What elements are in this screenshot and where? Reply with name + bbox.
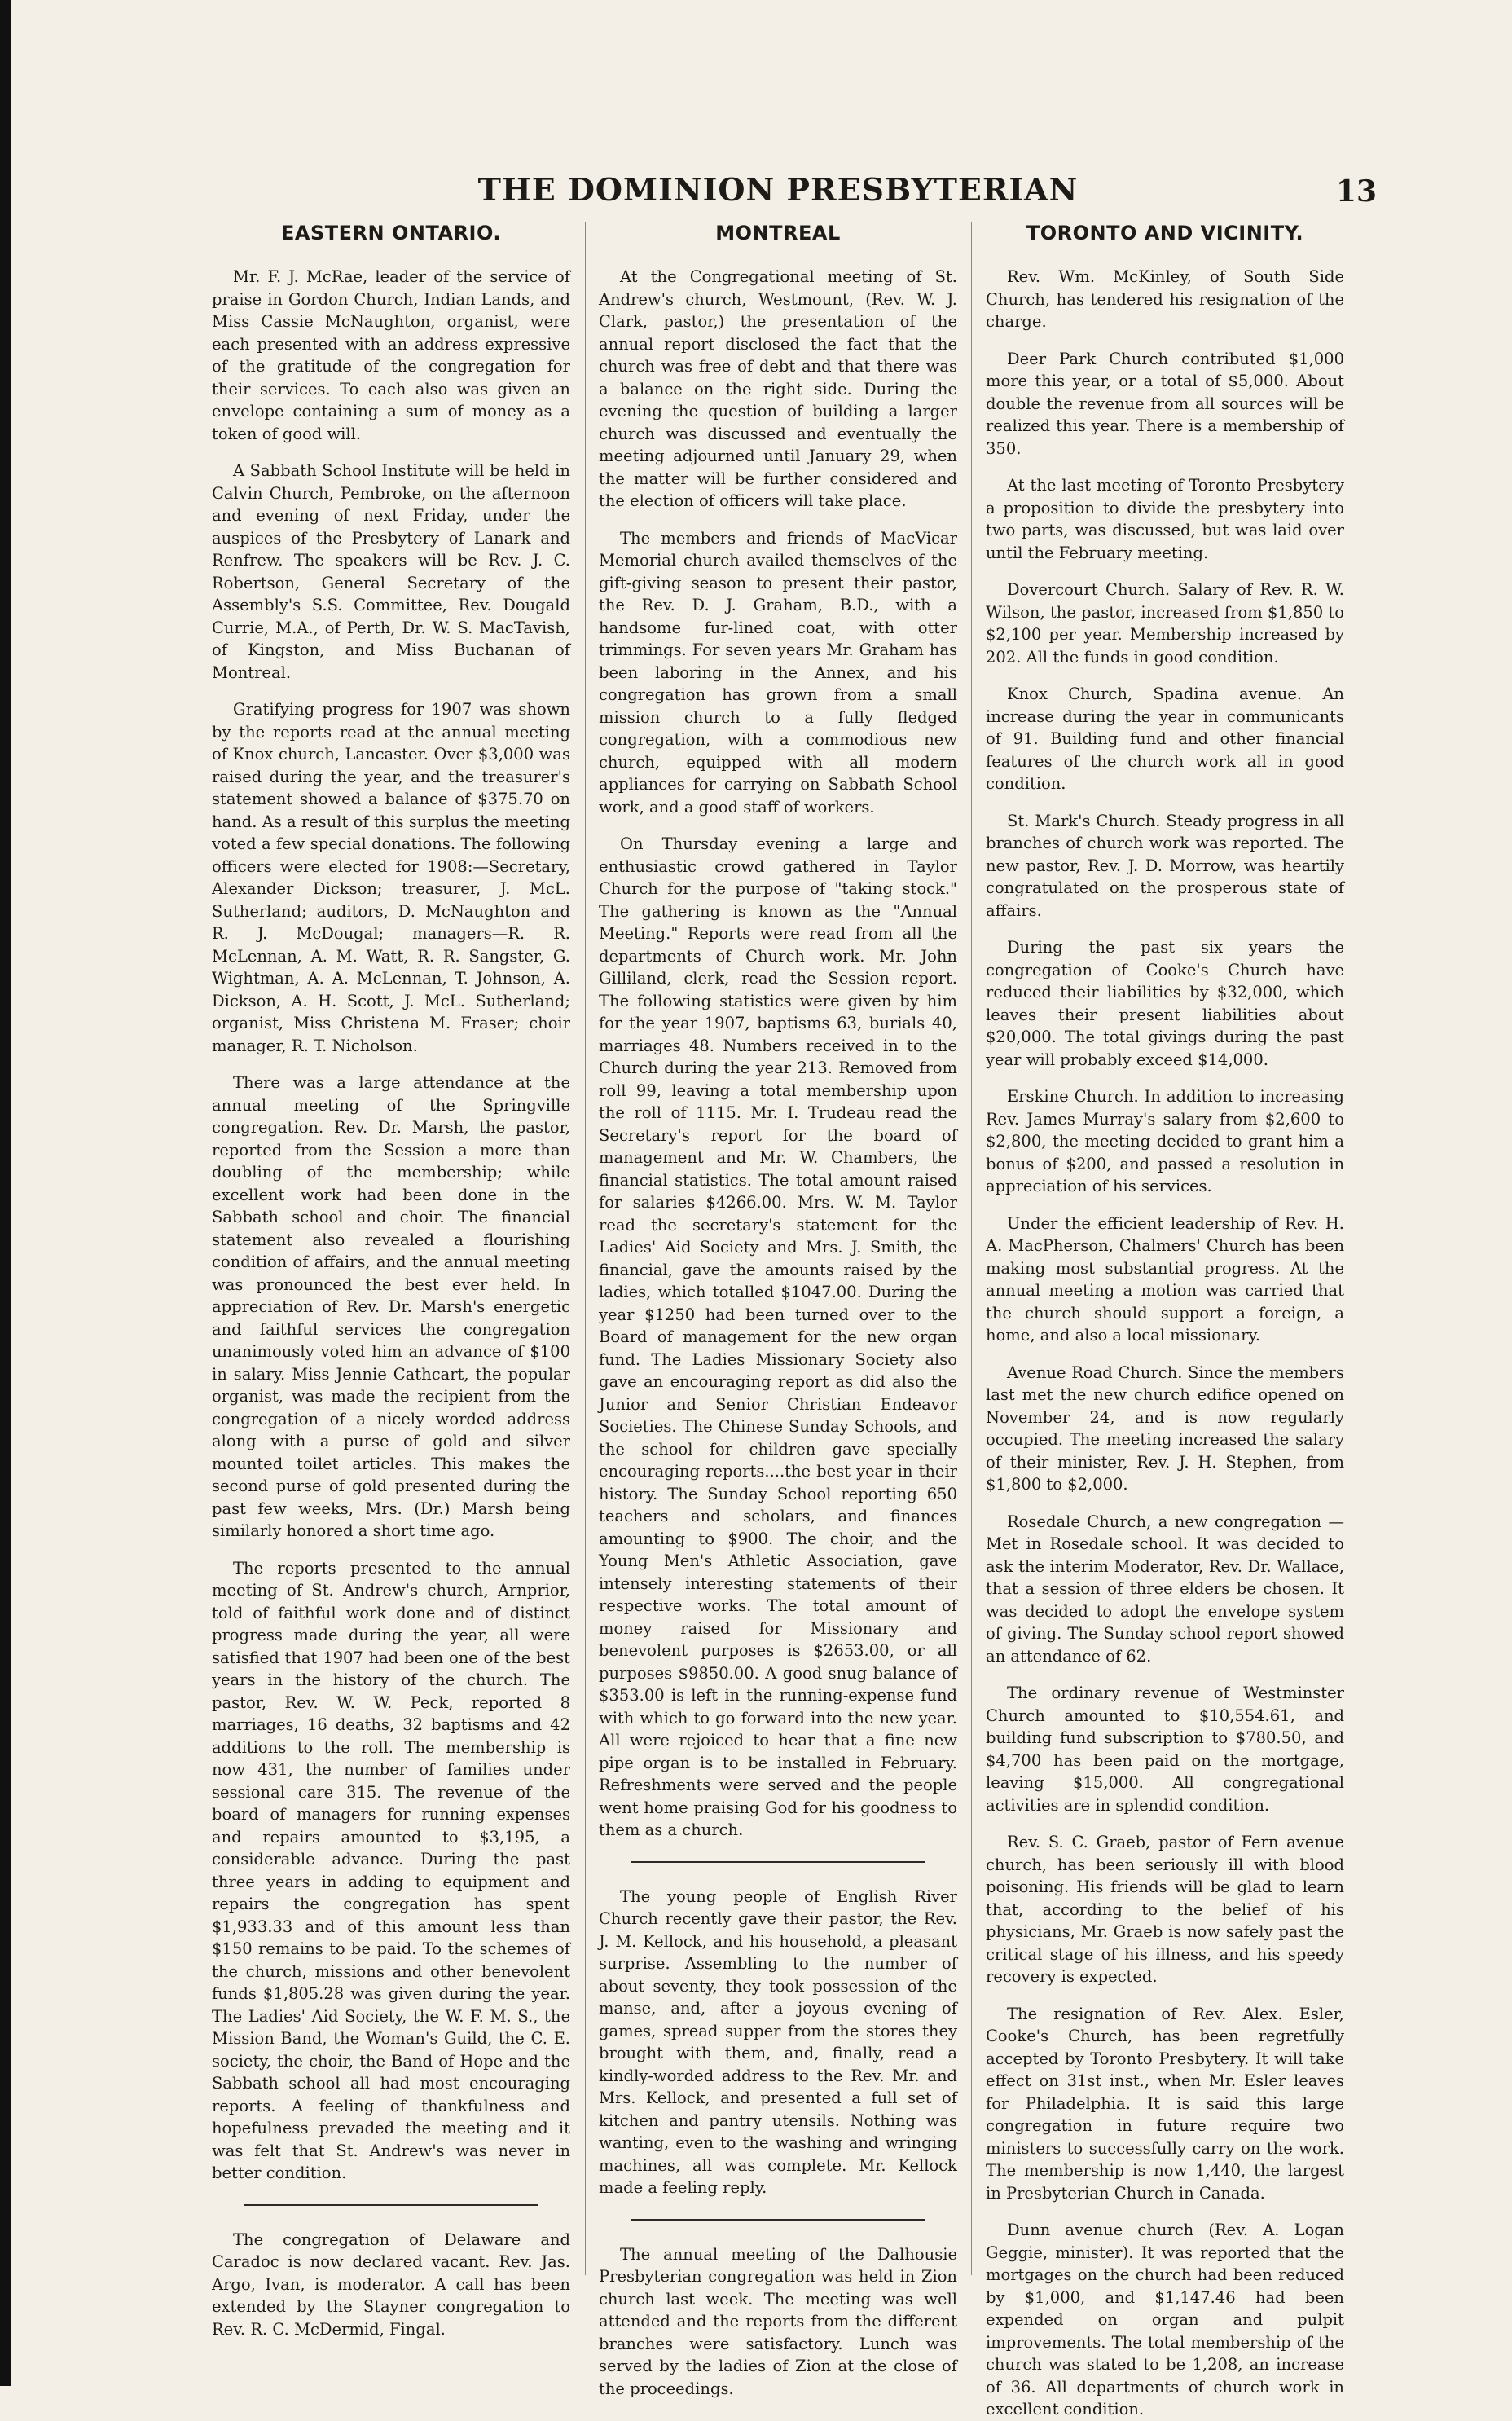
article: At the last meeting of Toronto Presbytery a proposition to divide the presbytery into two parts, was discussed, but was laid over until the February meeting. [986, 476, 1344, 562]
article: During the past six years the congregation of Cooke's Church have reduced their liabilities by $32,000, which leaves their present liabilities about $20,000. The total givings during the past year will probably exceed $14,000. [986, 938, 1344, 1069]
section-rule [631, 1861, 925, 1863]
article: Dunn avenue church (Rev. A. Logan Geggie, minister). It was reported that the mortgages on the church had been reduced by $1,000, and $1,147.46 had been expended on organ and pulpit improvements. The total membership of the church was stated to be 1,208, an increase of 36. All departments of church work in excellent condition. [986, 2221, 1344, 2419]
article: Rev. S. C. Graeb, pastor of Fern avenue church, has been seriously ill with blood poisoning. His friends will be glad to learn that, according to the belief of his physicians, Mr. Graeb is now safely past the critical stage of his illness, and his speedy recovery is expected. [986, 1833, 1344, 1986]
column-heading: EASTERN ONTARIO. [281, 222, 501, 244]
page-number: 13 [1335, 174, 1377, 209]
article: Mr. F. J. McRae, leader of the service of praise in Gordon Church, Indian Lands, and Miss Cassie McNaughton, organist, were each presented with an address expressive of the gratitude of the congregation for their services. To each also was given an envelope containing a sum of money as a token of good will. [212, 267, 570, 443]
publication-title: THE DOMINION PRESBYTERIAN [477, 171, 1079, 208]
article: The resignation of Rev. Alex. Esler, Cooke's Church, has been regretfully accepted by Toronto Presbytery. It will take effect on 31st inst., when Mr. Esler leaves for Philadelphia. It is said this large congregation in future require two ministers to successfully carry on the work. The membership is now 1,440, the largest in Presbyterian Church in Canada. [986, 2004, 1344, 2203]
article: Erskine Church. In addition to increasing Rev. James Murray's salary from $2,600 to $2,800, the meeting decided to grant him a bonus of $200, and passed a resolution in appreciation of his services. [986, 1087, 1344, 1195]
column-toronto [986, 222, 1344, 2419]
article: Deer Park Church contributed $1,000 more this year, or a total of $5,000. About double the revenue from all sources will be realized this year. There is a membership of 350. [986, 349, 1344, 458]
article: St. Mark's Church. Steady progress in all branches of church work was reported. The new pastor, Rev. J. D. Morrow, was heartily congratulated on the prosperous state of affairs. [986, 811, 1344, 920]
article: The congregation of Delaware and Caradoc is now declared vacant. Rev. Jas. Argo, Ivan, is moderator. A call has been extended by the Stayner congregation to Rev. R. C. McDermid, Fingal. [212, 2230, 570, 2339]
column-heading: MONTREAL [715, 222, 841, 244]
article: Gratifying progress for 1907 was shown by the reports read at the annual meeting of Knox church, Lancaster. Over $3,000 was raised during the year, and the treasurer's statement showed a balance of $375.70 on hand. As a result of this surplus the meeting voted a few special donations. The following officers were elected for 1908:—Secretary, Alexander Dickson; treasurer, J. McL. Sutherland; auditors, D. McNaughton and R. J. McDougal; managers—R. R. McLennan, A. M. Watt, R. R. Sangster, G. Wightman, A. A. McLennan, T. Johnson, A. Dickson, A. H. Scott, J. McL. Sutherland; organist, Miss Christena M. Fraser; choir manager, R. T. Nicholson. [212, 700, 570, 1055]
article: The reports presented to the annual meeting of St. Andrew's church, Arnprior, told of faithful work done and of distinct progress made during the year, all were satisfied that 1907 had been one of the best years in the history of the church. The pastor, Rev. W. W. Peck, reported 8 marriages, 16 deaths, 32 baptisms and 42 additions to the roll. The membership is now 431, the number of families under sessional care 315. The revenue of the board of managers for running expenses and repairs amounted to $3,195, a considerable advance. During the past three years in adding to equipment and repairs the congregation has spent $1,933.33 and of this amount less than $150 remains to be paid. To the schemes of the church, missions and other benevolent funds $1,805.28 was given during the year. The Ladies' Aid Society, the W. F. M. S., the Mission Band, the Woman's Guild, the C. E. society, the choir, the Band of Hope and the Sabbath school all had most encouraging reports. A feeling of thankfulness and hopefulness prevaded the meeting and it was felt that St. Andrew's was never in better condition. [212, 1558, 570, 2182]
article: A Sabbath School Institute will be held in Calvin Church, Pembroke, on the afternoon and evening of next Friday, under the auspices of the Presbytery of Lanark and Renfrew. The speakers will be Rev. J. C. Robertson, General Secretary of the Assembly's S.S. Committee, Rev. Dougald Currie, M.A., of Perth, Dr. W. S. MacTavish, of Kingston, and Miss Buchanan of Montreal. [212, 461, 570, 682]
article: The young people of English River Church recently gave their pastor, the Rev. J. M. Kellock, and his household, a pleasant surprise. Assembling to the number of about seventy, they took possession of the manse, and, after a joyous evening of games, spread supper from the stores they brought with them, and, finally, read a kindly-worded address to the Rev. Mr. and Mrs. Kellock, and presented a full set of kitchen and pantry utensils. Nothing was wanting, even to the washing and wringing machines, all was complete. Mr. Kellock made a feeling reply. [599, 1886, 957, 2197]
column-montreal [599, 222, 957, 2398]
column-heading: TORONTO AND VICINITY. [1026, 222, 1304, 244]
masthead [179, 163, 1377, 212]
newspaper-page [179, 163, 1377, 2419]
article: There was a large attendance at the annual meeting of the Springville congregation. Rev. Dr. Marsh, the pastor, reported from the Session a more than doubling of the membership; while excellent work had been done in the Sabbath school and choir. The financial statement also revealed a flourishing condition of affairs, and the annual meeting was pronounced the best ever held. In appreciation of Rev. Dr. Marsh's energetic and faithful services the congregation unanimously voted him an advance of $100 in salary. Miss Jennie Cathcart, the popular organist, was made the recipient from the congregation of a nicely worded address along with a purse of gold and silver mounted toilet articles. This makes the second purse of gold presented during the past few weeks, Mrs. (Dr.) Marsh being similarly honored a short time ago. [212, 1073, 570, 1540]
column-eastern-ontario [212, 222, 570, 2339]
article: Avenue Road Church. Since the members last met the new church edifice opened on November 24, and is now regularly occupied. The meeting increased the salary of their minister, Rev. J. H. Stephen, from $1,800 to $2,000. [986, 1362, 1344, 1494]
article: Rev. Wm. McKinley, of South Side Church, has tendered his resignation of the charge. [986, 267, 1344, 331]
section-rule [244, 2204, 538, 2206]
article: The annual meeting of the Dalhousie Presbyterian congregation was held in Zion church last week. The meeting was well attended and the reports from the different branches were satisfactory. Lunch was served by the ladies of Zion at the close of the proceedings. [599, 2244, 957, 2398]
article: Knox Church, Spadina avenue. An increase during the year in communicants of 91. Building fund and other financial features of the church work all in good condition. [986, 684, 1344, 793]
article: The members and friends of MacVicar Memorial church availed themselves of the gift-giving season to present their pastor, the Rev. D. J. Graham, B.D., with a handsome fur-lined coat, with otter trimmings. For seven years Mr. Graham has been laboring in the Annex, and his congregation has grown from a small mission church to a fully fledged congregation, with a commodious new church, equipped with all modern appliances for carrying on Sabbath School work, and a good staff of workers. [599, 528, 957, 817]
scan-border [0, 0, 11, 2386]
column-divider [971, 222, 972, 2275]
article: At the Congregational meeting of St. Andrew's church, Westmount, (Rev. W. J. Clark, pastor,) the presentation of the annual report disclosed the fact that the church was free of debt and that there was a balance on the right side. During the evening the question of building a larger church was discussed and eventually the meeting adjourned until January 29, when the matter will be further considered and the election of officers will take place. [599, 267, 957, 510]
article: The ordinary revenue of Westminster Church amounted to $10,554.61, and building fund subscription to $780.50, and $4,700 has been paid on the mortgage, leaving $15,000. All congregational activities are in splendid condition. [986, 1684, 1344, 1815]
column-divider [585, 222, 586, 2275]
article: Rosedale Church, a new congregation —Met in Rosedale school. It was decided to ask the interim Moderator, Rev. Dr. Wallace, that a session of three elders be chosen. It was decided to adopt the envelope system of giving. The Sunday school report showed an attendance of 62. [986, 1512, 1344, 1666]
article: Dovercourt Church. Salary of Rev. R. W. Wilson, the pastor, increased from $1,850 to $2,100 per year. Membership increased by 202. All the funds in good condition. [986, 580, 1344, 667]
article: Under the efficient leadership of Rev. H. A. MacPherson, Chalmers' Church has been making most substantial progress. At the annual meeting a motion was carried that the church should support a foreign, a home, and also a local missionary. [986, 1213, 1344, 1345]
section-rule [631, 2219, 925, 2221]
article: On Thursday evening a large and enthusiastic crowd gathered in Taylor Church for the purpose of "taking stock." The gathering is known as the "Annual Meeting." Reports were read from all the departments of Church work. Mr. John Gilliland, clerk, read the Session report. The following statistics were given by him for the year 1907, baptisms 63, burials 40, marriages 48. Numbers received in to the Church during the year 213. Removed from roll 99, leaving a total membership upon the roll of 1115. Mr. I. Trudeau read the Secretary's report for the board of management and Mr. W. Chambers, the financial statistics. The total amount raised for salaries $4266.00. Mrs. W. M. Taylor read the secretary's statement for the Ladies' Aid Society and Mrs. J. Smith, the financial, gave the amounts raised by the ladies, which totalled $1047.00. During the year $1250 had been turned over to the Board of management for the new organ fund. The Ladies Missionary Society also gave an encouraging report as did also the Junior and Senior Christian Endeavor Societies. The Chinese Sunday Schools, and the school for children gave specially encouraging reports....the best year in their history. The Sunday School reporting 650 teachers and scholars, and finances amounting to $900. The choir, and the Young Men's Athletic Association, gave intensely interesting statements of their respective works. The total amount of money raised for Missionary and benevolent purposes is $2653.00, or all purposes $9850.00. A good snug balance of $353.00 is left in the running-expense fund with which to go forward into the new year. All were rejoiced to hear that a fine new pipe organ is to be installed in February. Refreshments were served and the people went home praising God for his goodness to them as a church. [599, 834, 957, 1839]
